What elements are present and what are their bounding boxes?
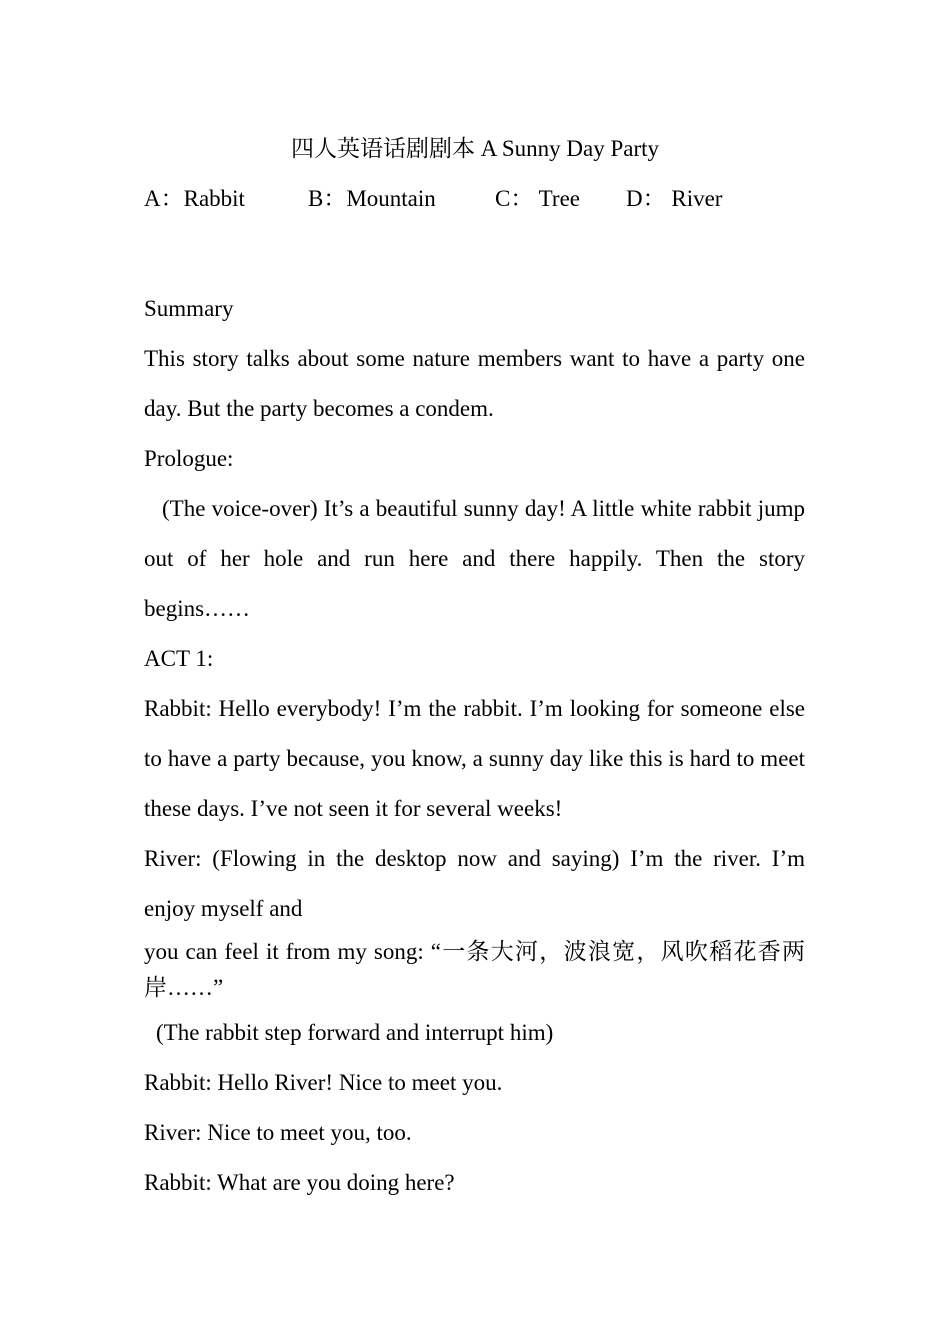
cast-item-tree: C： Tree — [495, 186, 580, 211]
dialogue-line: you can feel it from my song: “一条大河，波浪宽，风吹稻花香两岸……” — [144, 939, 805, 1000]
dialogue-line: Rabbit: What are you doing here? — [144, 1170, 455, 1195]
dialogue-line: River: (Flowing in the desktop now and saying) I’m the river. I’m enjoy myself and — [144, 846, 805, 921]
dialogue-line: Rabbit: Hello River! Nice to meet you. — [144, 1070, 503, 1095]
cast-item-river: D： River — [626, 186, 723, 211]
act1-heading: ACT 1: — [144, 646, 214, 671]
cast-item-rabbit: A：Rabbit — [144, 186, 245, 211]
prologue-paragraph: (The voice-over) It’s a beautiful sunny day! A little white rabbit jump out of her hole and run here and there happily. Then the story begins…… — [144, 496, 805, 621]
dialogue-line: Rabbit: Hello everybody! I’m the rabbit. I’m looking for someone else to have a party because, you know, a sunny day like this is hard to meet these days. I’ve not seen it for several weeks! — [144, 696, 805, 821]
summary-paragraph: This story talks about some nature members want to have a party one day. But the party becomes a condem. — [144, 346, 805, 421]
summary-heading: Summary — [144, 296, 234, 321]
stage-direction: (The rabbit step forward and interrupt him) — [156, 1020, 554, 1045]
document-title: 四人英语话剧剧本 A Sunny Day Party — [291, 136, 659, 161]
prologue-heading: Prologue: — [144, 446, 234, 471]
script-body — [144, 284, 805, 1208]
cast-item-mountain: B：Mountain — [308, 186, 436, 211]
dialogue-line: River: Nice to meet you, too. — [144, 1120, 412, 1145]
